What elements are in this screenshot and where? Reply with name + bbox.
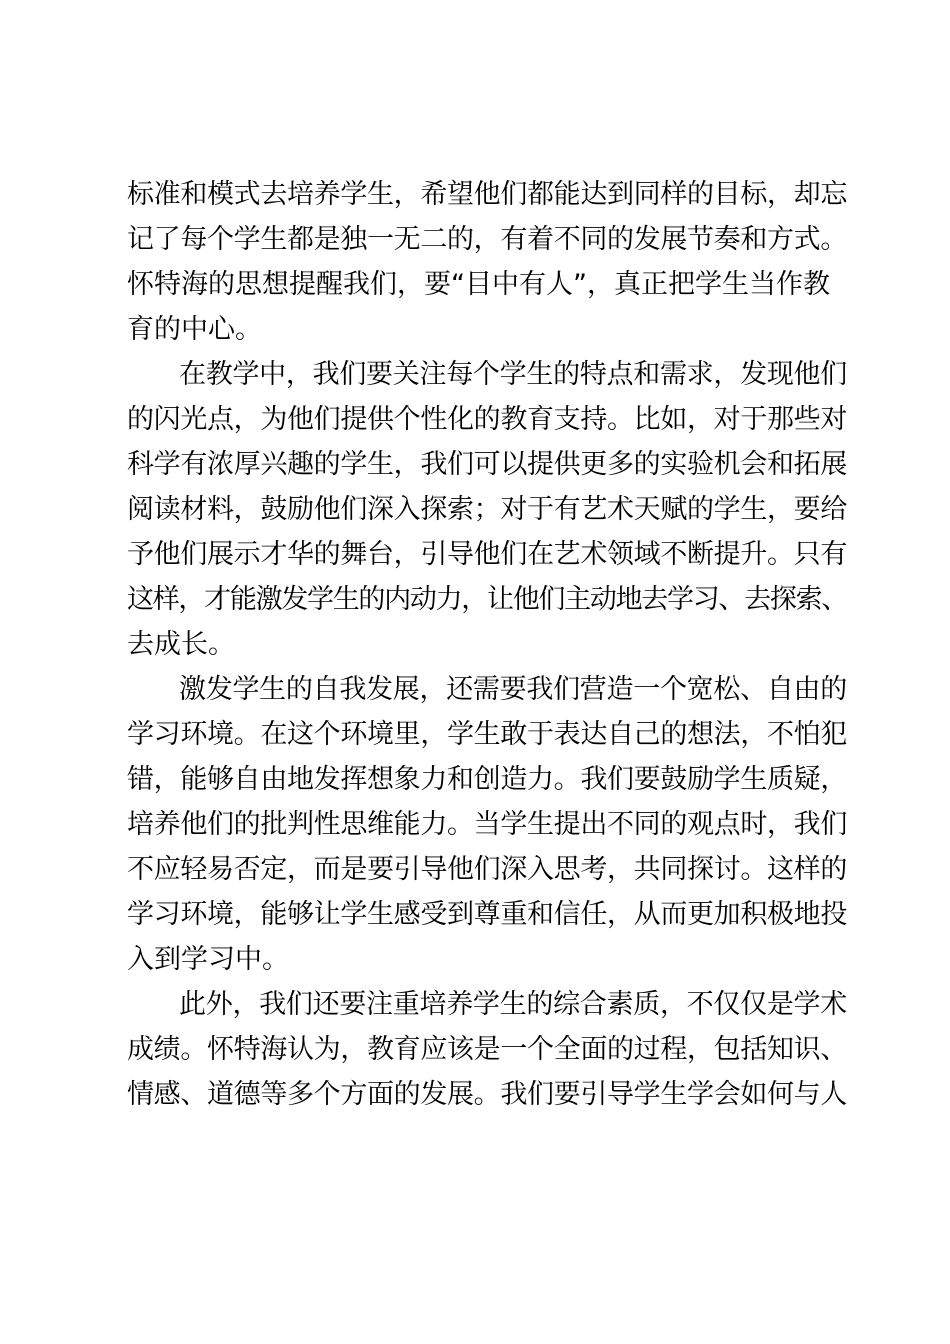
text-line: 这样，才能激发学生的内动力，让他们主动地去学习、去探索、 — [127, 584, 847, 615]
text-line: 记了每个学生都是独一无二的，有着不同的发展节奏和方式。 — [127, 224, 847, 255]
text-line: 情感、道德等多个方面的发展。我们要引导学生学会如何与人 — [127, 1079, 847, 1110]
paragraph-first-line: 此外，我们还要注重培养学生的综合素质，不仅仅是学术 — [179, 989, 847, 1020]
body-text — [127, 172, 847, 1117]
text-line: 去成长。 — [127, 629, 235, 660]
text-line: 的闪光点，为他们提供个性化的教育支持。比如，对于那些对 — [127, 404, 847, 435]
paragraph-first-line: 激发学生的自我发展，还需要我们营造一个宽松、自由的 — [179, 674, 847, 705]
text-line: 科学有浓厚兴趣的学生，我们可以提供更多的实验机会和拓展 — [127, 449, 847, 480]
paragraph-first-line: 在教学中，我们要关注每个学生的特点和需求，发现他们 — [179, 359, 847, 390]
text-line: 育的中心。 — [127, 314, 262, 345]
text-line: 不应轻易否定，而是要引导他们深入思考，共同探讨。这样的 — [127, 854, 847, 885]
text-line: 成绩。怀特海认为，教育应该是一个全面的过程，包括知识、 — [127, 1034, 847, 1065]
text-line: 培养他们的批判性思维能力。当学生提出不同的观点时，我们 — [127, 809, 847, 840]
text-line: 阅读材料，鼓励他们深入探索；对于有艺术天赋的学生，要给 — [127, 494, 847, 525]
text-line: 学习环境，能够让学生感受到尊重和信任，从而更加积极地投 — [127, 899, 847, 930]
text-line: 怀特海的思想提醒我们，要“目中有人”，真正把学生当作教 — [127, 269, 830, 300]
text-line: 予他们展示才华的舞台，引导他们在艺术领域不断提升。只有 — [127, 539, 847, 570]
text-line: 入到学习中。 — [127, 944, 289, 975]
text-line: 标准和模式去培养学生，希望他们都能达到同样的目标，却忘 — [127, 179, 847, 210]
text-line: 错，能够自由地发挥想象力和创造力。我们要鼓励学生质疑， — [127, 764, 847, 795]
text-line: 学习环境。在这个环境里，学生敢于表达自己的想法，不怕犯 — [127, 719, 847, 750]
